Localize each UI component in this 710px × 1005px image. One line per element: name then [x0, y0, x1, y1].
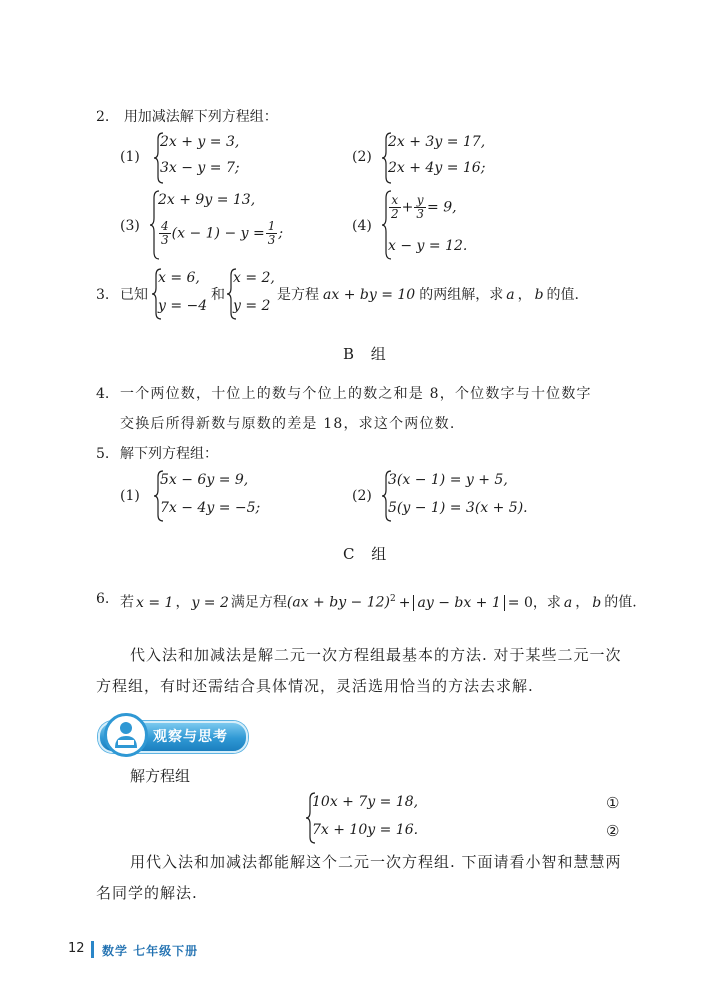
- q3-equation: ax + by = 10: [323, 287, 416, 303]
- q2-sub2-system: [382, 132, 522, 184]
- q4-line2: 交换后所得新数与原数的差是 18，求这个两位数.: [120, 416, 456, 432]
- var-b: b: [534, 287, 544, 303]
- q2-sub4-system: [382, 190, 542, 260]
- q2-line: [96, 108, 278, 126]
- observe-think-label: 观察与思考: [153, 729, 228, 745]
- q3-number: 3.: [96, 287, 110, 303]
- denominator: 3: [416, 207, 425, 221]
- numerator: x: [389, 194, 401, 208]
- denominator: 2: [391, 207, 399, 221]
- closing-line2: 名同学的解法.: [96, 884, 198, 902]
- q2-sub2-eq1: 2x + 3y = 17,: [388, 134, 486, 150]
- q5-number: 5.: [96, 446, 110, 462]
- q5-sub1-eq1: 5x − 6y = 9,: [160, 472, 249, 488]
- q3-text: 是方程: [277, 287, 319, 303]
- q6-x-value: x = 1: [136, 594, 174, 611]
- expression: = 9,: [427, 199, 457, 216]
- q2-sub3-eq1: 2x + 9y = 13,: [158, 192, 256, 208]
- fraction-y-over-3: [414, 194, 426, 221]
- q6-squared-term: (ax + by − 12): [286, 594, 391, 611]
- q2-sub1-system: [154, 132, 294, 184]
- q5-sub2-system: [382, 470, 562, 522]
- solve-system: [306, 792, 506, 844]
- footer-divider: [91, 941, 94, 958]
- q5-sub1-system: [154, 470, 294, 522]
- var-b: b: [592, 594, 602, 611]
- observe-think-icon: [104, 713, 148, 757]
- q3-sys2-eq1: x = 2,: [233, 270, 275, 286]
- plus-sign: +: [401, 199, 414, 216]
- q3-and: 和: [211, 287, 225, 303]
- closing-line1: 用代入法和加减法都能解这个二元一次方程组. 下面请看小智和慧慧两: [130, 853, 622, 871]
- numerator: 1: [267, 219, 276, 233]
- denominator: 3: [267, 233, 276, 247]
- comma: ，: [175, 594, 190, 611]
- q6-number: 6.: [96, 591, 110, 607]
- exponent: 2: [390, 594, 396, 604]
- q2-sub3-label: (3): [120, 218, 140, 234]
- denominator: 3: [161, 233, 169, 247]
- equation-marker-2: ②: [606, 822, 620, 840]
- q5-sub2-eq1: 3(x − 1) = y + 5,: [388, 472, 508, 488]
- q2-prompt: 用加减法解下列方程组：: [123, 109, 278, 125]
- q3-sys1-eq2: y = −4: [158, 298, 208, 314]
- group-c-heading: C 组: [343, 545, 393, 563]
- q5-sub2-eq2: 5(y − 1) = 3(x + 5).: [388, 500, 528, 516]
- q6-absolute-value: ay − bx + 1: [413, 595, 504, 611]
- q2-sub4-eq1: [388, 194, 457, 221]
- fraction-one-third: [266, 220, 278, 247]
- q2-sub3-eq2: [158, 220, 283, 247]
- q2-sub2-eq2: 2x + 4y = 16;: [388, 160, 486, 176]
- comma: ，: [517, 287, 532, 303]
- summary-line2: 方程组，有时还需结合具体情况，灵活选用恰当的方法去求解.: [96, 677, 534, 695]
- numerator: y: [414, 194, 426, 208]
- fraction-four-thirds: [159, 220, 171, 247]
- q2-sub1-eq2: 3x − y = 7;: [160, 160, 240, 176]
- var-a: a: [506, 287, 515, 303]
- expression: (x − 1) − y =: [171, 225, 265, 242]
- q2-number: 2.: [96, 109, 110, 125]
- q6-line: [120, 590, 637, 612]
- q2-sub1-label: (1): [120, 149, 140, 165]
- q5-sub2-label: (2): [352, 488, 372, 504]
- q5-sub1-label: (1): [120, 488, 140, 504]
- q2-sub4-eq2: x − y = 12.: [388, 238, 468, 254]
- solve-eq1: 10x + 7y = 18,: [312, 794, 419, 810]
- q2-sub1-eq1: 2x + y = 3,: [160, 134, 240, 150]
- group-b-heading: B 组: [343, 345, 392, 363]
- q3-sys2-eq2: y = 2: [233, 298, 271, 314]
- plus-sign: +: [398, 594, 411, 611]
- q3-sys1-eq1: x = 6,: [158, 270, 200, 286]
- q6-text: 若: [120, 594, 134, 611]
- q3-known: 已知: [120, 287, 148, 303]
- q6-text: 的值.: [604, 594, 637, 611]
- numerator: 4: [161, 219, 169, 233]
- q2-sub2-label: (2): [352, 149, 372, 165]
- comma: ，: [575, 594, 590, 611]
- q5-sub1-eq2: 7x − 4y = −5;: [160, 500, 261, 516]
- semicolon: ;: [278, 225, 284, 242]
- var-a: a: [563, 594, 573, 611]
- q6-text: 满足方程: [230, 594, 287, 611]
- q3-text: 的两组解，求: [419, 287, 504, 303]
- q4-number: 4.: [96, 386, 110, 402]
- summary-line1: 代入法和加减法是解二元一次方程组最基本的方法. 对于某些二元一次: [130, 646, 622, 664]
- book-title: 数学 七年级下册: [102, 944, 199, 958]
- equation-marker-1: ①: [606, 794, 620, 812]
- q3-rest: [277, 286, 579, 304]
- student-icon: [107, 716, 145, 754]
- q4-line1: 一个两位数，十位上的数与个位上的数之和是 8，个位数字与十位数字: [120, 386, 592, 402]
- q2-sub3-system: [150, 190, 320, 260]
- solve-title: 解方程组: [130, 767, 191, 785]
- q5-prompt: 解下列方程组：: [120, 446, 218, 462]
- fraction-x-over-2: [389, 194, 401, 221]
- q3-text: 的值.: [546, 287, 579, 303]
- solve-eq2: 7x + 10y = 16.: [312, 822, 419, 838]
- q6-text: = 0，求: [507, 594, 561, 611]
- q6-y-value: y = 2: [191, 594, 229, 611]
- page-number: 12: [68, 941, 85, 956]
- q2-sub4-label: (4): [352, 218, 372, 234]
